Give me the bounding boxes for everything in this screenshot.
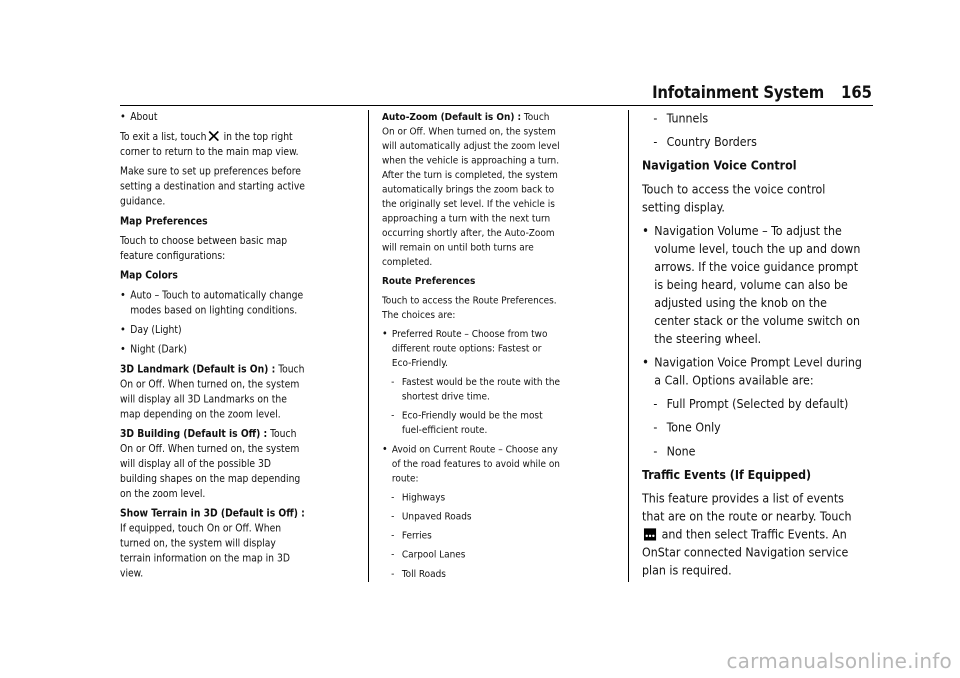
header-rule xyxy=(120,105,873,106)
column-divider xyxy=(628,110,629,582)
map-colors-heading: Map Colors xyxy=(120,269,178,282)
route-preferences-text: Touch to access the Route Preferences. The choices are: xyxy=(382,294,557,321)
section-title: Infotainment System xyxy=(652,83,824,102)
traffic-events-heading: Traffic Events (If Equipped) xyxy=(642,468,812,483)
terrain-paragraph xyxy=(120,506,306,581)
map-preferences-heading: Map Preferences xyxy=(120,215,208,228)
sub-item-avoid-option: - Unpaved Roads xyxy=(382,510,562,525)
watermark: carmanualsonline.info xyxy=(726,649,952,673)
column-divider xyxy=(368,110,369,582)
sub-item-prompt-option: - None xyxy=(642,443,865,461)
voice-control-heading: Navigation Voice Control xyxy=(642,159,797,174)
exit-text-end: in the top right corner to return to the main map view. xyxy=(120,131,299,159)
sub-item-avoid-option: - Country Borders xyxy=(642,134,865,152)
list-item-preferred-route: • Preferred Route – Choose from two different route options: Fastest or Eco-Friendly. xyxy=(382,327,562,371)
sub-item-avoid-option: - Tunnels xyxy=(642,110,865,128)
list-item-voice-prompt: • Navigation Voice Prompt Level during a Call. Options available are: xyxy=(642,354,865,390)
column-1 xyxy=(120,110,306,586)
traffic-events-paragraph xyxy=(642,490,865,580)
sub-item-route-option: - Fastest would be the route with the shortest drive time. xyxy=(382,375,562,404)
setup-paragraph: Make sure to set up preferences before setting a destination and starting active guidance. xyxy=(120,165,305,208)
landmark-paragraph xyxy=(120,362,306,422)
sub-item-avoid-option: - Highways xyxy=(382,490,562,505)
list-item-map-color: • Auto – Touch to automatically change modes based on lighting conditions. xyxy=(120,288,306,318)
voice-control-text: Touch to access the voice control setting display. xyxy=(642,182,826,216)
exit-list-paragraph xyxy=(120,130,306,160)
list-item-map-color: • Day (Light) xyxy=(120,323,306,338)
autozoom-label: Auto-Zoom (Default is On) : xyxy=(382,111,522,123)
autozoom-text: Touch On or Off. When turned on, the system will automatically adjust the zoom level when the vehicle is approaching a turn. After the turn is completed, the system automatically brings the zoom back to the originally set level. If the vehicle is approaching a turn with the next turn occurring shortly after, the Auto-Zoom will remain on until both turns are completed. xyxy=(382,111,560,269)
building-label: 3D Building (Default is Off) : xyxy=(120,428,268,441)
sub-item-prompt-option: - Tone Only xyxy=(642,419,865,437)
route-preferences-heading: Route Preferences xyxy=(382,275,476,288)
sub-item-route-option: - Eco-Friendly would be the most fuel-efficient route. xyxy=(382,409,562,438)
sub-item-avoid-option: - Carpool Lanes xyxy=(382,548,562,563)
building-paragraph xyxy=(120,427,306,502)
list-item-avoid-route: • Avoid on Current Route – Choose any of the road features to avoid while on route: xyxy=(382,442,562,486)
list-item-navigation-volume: • Navigation Volume – To adjust the volume level, touch the up and down arrows. If the voice guidance prompt is being heard, volume can also be adjusted using the knob on the center stack or the volume switch on the steering wheel. xyxy=(642,223,865,349)
list-item-about: • About xyxy=(120,110,306,125)
sub-item-prompt-option: - Full Prompt (Selected by default) xyxy=(642,396,865,414)
traffic-text-end: and then select Traffic Events. An OnStar connected Navigation service plan is required. xyxy=(642,528,849,579)
building-text: Touch On or Off. When turned on, the system will display all of the possible 3D building shapes on the map depending on the zoom level. xyxy=(120,428,301,501)
page-header xyxy=(0,80,960,106)
terrain-label: Show Terrain in 3D (Default is Off) : xyxy=(120,507,305,520)
column-3 xyxy=(642,110,865,586)
landmark-label: 3D Landmark (Default is On) : xyxy=(120,363,276,376)
list-item-map-color: • Night (Dark) xyxy=(120,342,306,357)
sub-item-avoid-option: - Ferries xyxy=(382,529,562,544)
close-icon xyxy=(208,130,219,141)
traffic-text-start: This feature provides a list of events that are on the route or nearby. Touch xyxy=(642,492,852,525)
column-2 xyxy=(382,110,562,586)
menu-dots-icon xyxy=(644,528,656,540)
sub-item-avoid-option: - Toll Roads xyxy=(382,567,562,582)
exit-text-start: To exit a list, touch xyxy=(120,131,207,144)
autozoom-paragraph xyxy=(382,110,562,270)
page-number: 165 xyxy=(841,83,872,102)
terrain-text: If equipped, touch On or Off. When turned on, the system will display terrain information on the map in 3D view. xyxy=(120,522,290,580)
landmark-text: Touch On or Off. When turned on, the system will display all 3D Landmarks on the map depending on the zoom level. xyxy=(120,363,305,421)
map-preferences-text: Touch to choose between basic map feature configurations: xyxy=(120,235,288,263)
